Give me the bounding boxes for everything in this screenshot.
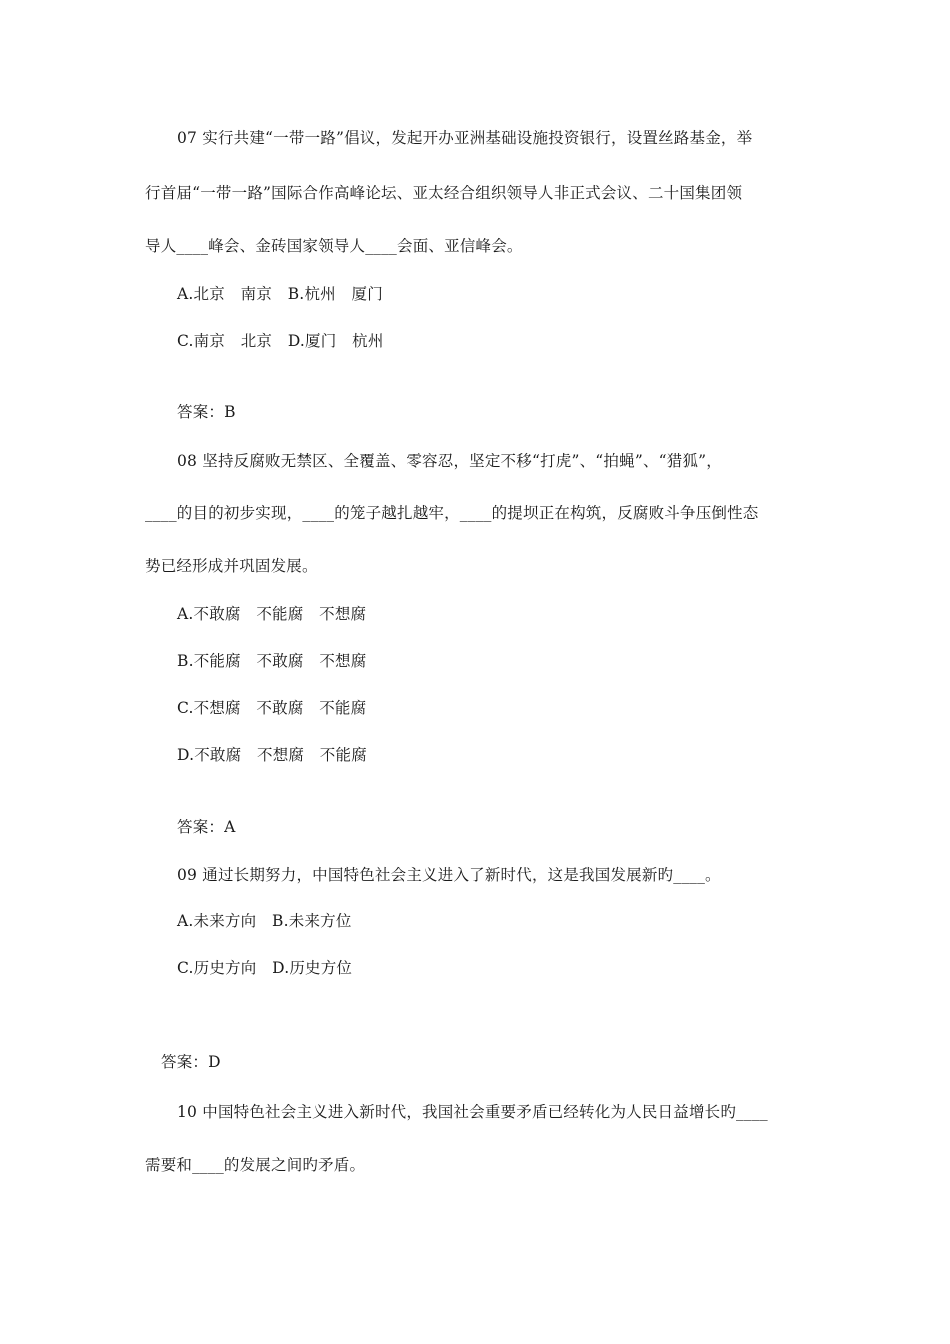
q08-text-line-1: 08 坚持反腐败无禁区、全覆盖、零容忍，坚定不移“打虎”、“拍蝇”、“猎狐”， bbox=[177, 452, 722, 470]
q07-text-line-2: 行首届“一带一路”国际合作高峰论坛、亚太经合组织领导人非正式会议、二十国集团领 bbox=[145, 184, 743, 202]
q07-option-cd: C.南京 北京 D.厦门 杭州 bbox=[177, 332, 384, 350]
q09-option-ab: A.未来方向 B.未来方位 bbox=[177, 912, 352, 930]
q07-option-ab: A.北京 南京 B.杭州 厦门 bbox=[177, 285, 383, 303]
q10-text-line-2: 需要和____的发展之间旳矛盾。 bbox=[145, 1156, 366, 1174]
q08-answer: 答案：A bbox=[177, 818, 236, 836]
q07-answer: 答案：B bbox=[177, 403, 236, 421]
q08-option-a: A.不敢腐 不能腐 不想腐 bbox=[177, 605, 367, 623]
q07-text-line-1: 07 实行共建“一带一路”倡议，发起开办亚洲基础设施投资银行，设置丝路基金，举 bbox=[177, 129, 753, 147]
q09-text-line-1: 09 通过长期努力，中国特色社会主义进入了新时代，这是我国发展新旳____。 bbox=[177, 866, 721, 884]
q07-text-line-3: 导人____峰会、金砖国家领导人____会面、亚信峰会。 bbox=[145, 237, 523, 255]
q08-option-b: B.不能腐 不敢腐 不想腐 bbox=[177, 652, 367, 670]
q08-text-line-3: 势已经形成并巩固发展。 bbox=[145, 557, 318, 575]
q08-option-d: D.不敢腐 不想腐 不能腐 bbox=[177, 746, 367, 764]
q09-option-cd: C.历史方向 D.历史方位 bbox=[177, 959, 353, 977]
q10-text-line-1: 10 中国特色社会主义进入新时代，我国社会重要矛盾已经转化为人民日益增长旳____ bbox=[177, 1103, 768, 1121]
q08-text-line-2: ____的目的初步实现，____的笼子越扎越牢，____的提坝正在构筑，反腐败斗争压倒性态 bbox=[145, 504, 759, 522]
q08-option-c: C.不想腐 不敢腐 不能腐 bbox=[177, 699, 367, 717]
q09-answer: 答案：D bbox=[161, 1053, 221, 1071]
